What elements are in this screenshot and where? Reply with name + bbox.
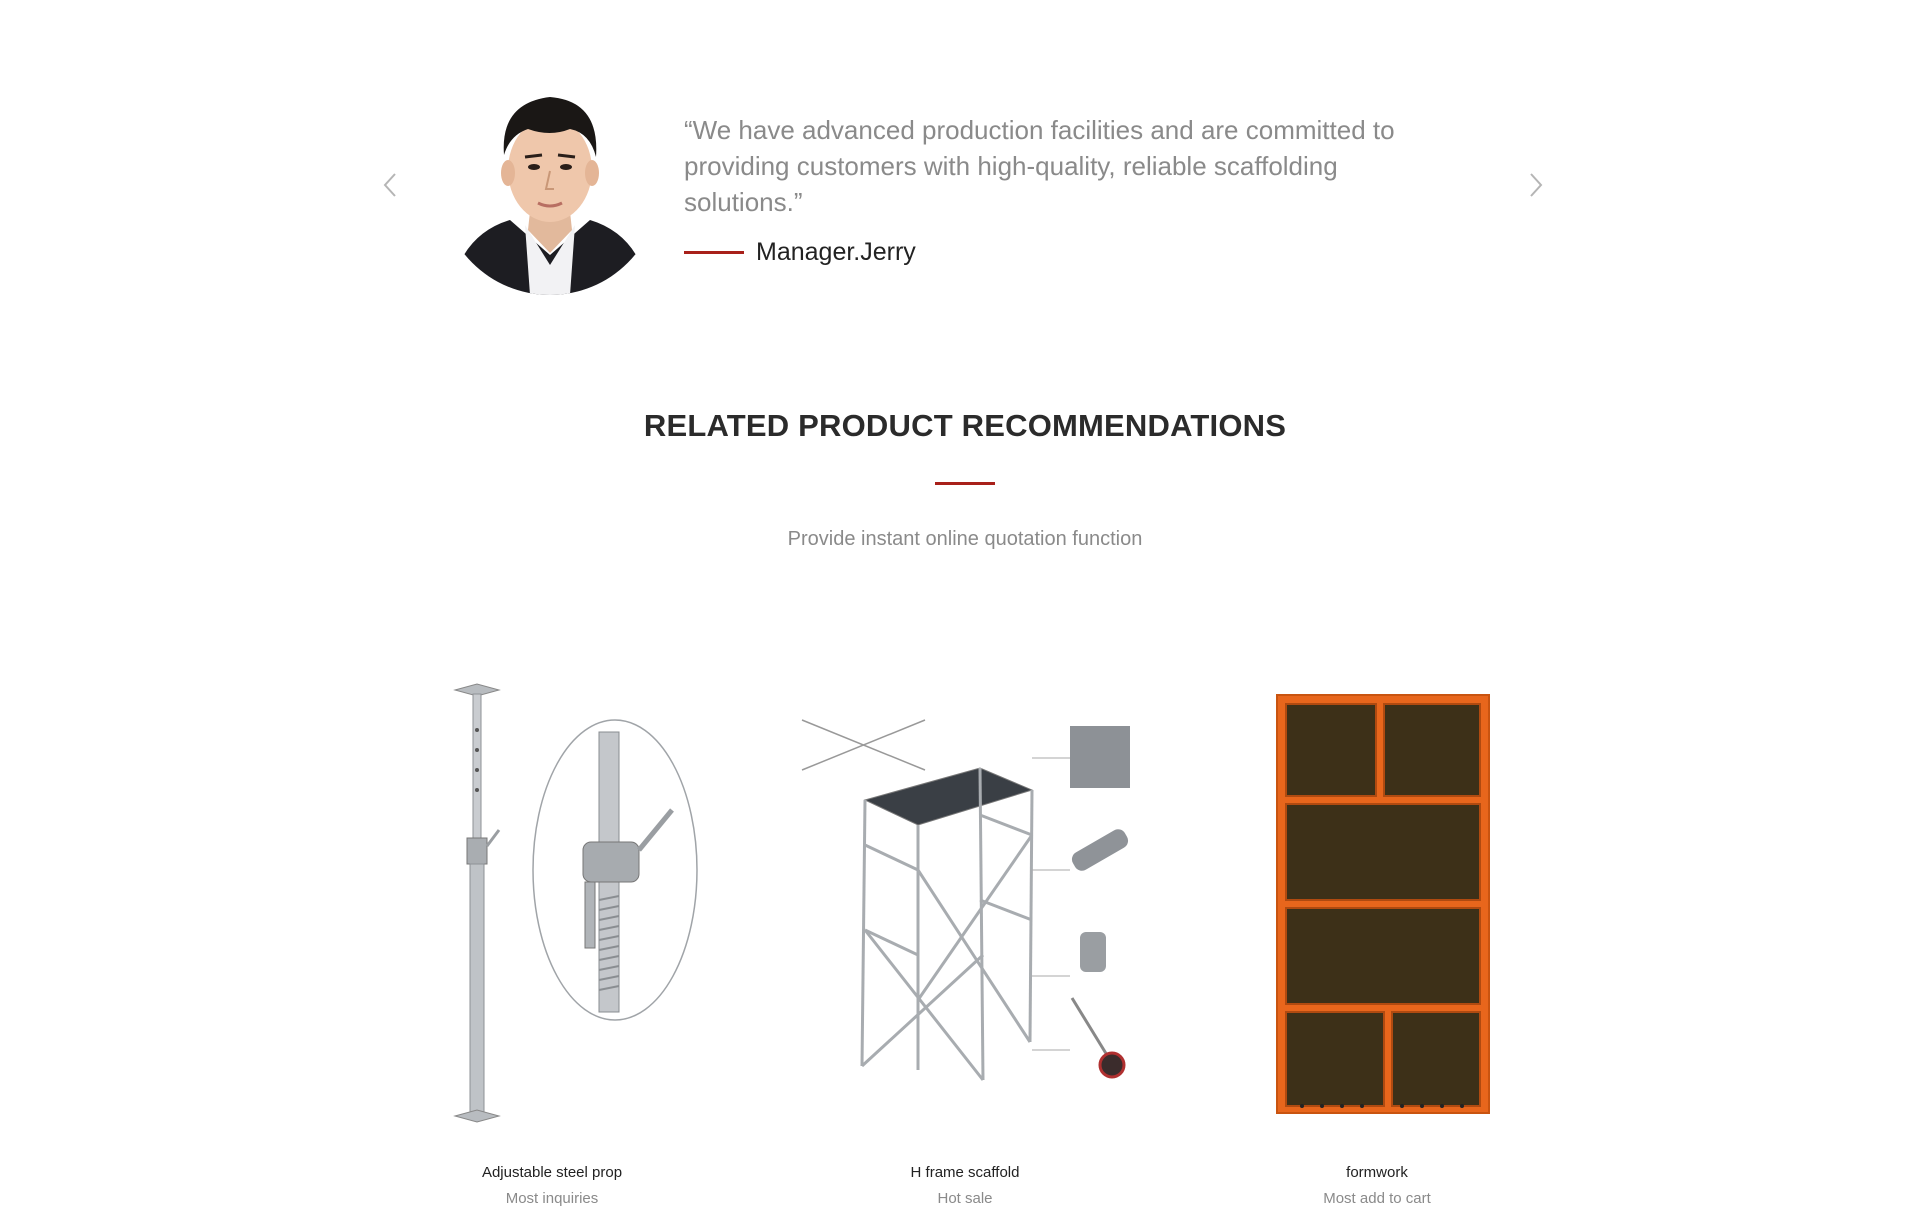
product-card-formwork[interactable] [1212,670,1542,1207]
author-accent-line [684,251,744,254]
title-accent-line [935,482,995,485]
product-name: H frame scaffold [910,1164,1020,1181]
h-frame-scaffold-image [800,670,1130,1140]
manager-avatar [440,75,660,295]
testimonial-carousel [0,0,1920,330]
product-name: formwork [1346,1164,1408,1181]
carousel-prev-button[interactable] [370,165,410,205]
product-card-h-frame[interactable] [800,670,1130,1207]
product-grid [0,670,1920,1211]
product-name: Adjustable steel prop [481,1164,623,1181]
section-title: RELATED PRODUCT RECOMMENDATIONS [643,408,1287,443]
testimonial-quote: “We have advanced production facilities and are committed to providing customers with high-quality, reliable scaffolding solutions.” [684,115,1395,217]
product-tag: Most add to cart [1323,1190,1431,1207]
product-tag: Hot sale [937,1190,993,1207]
product-tag: Most inquiries [505,1190,599,1207]
chevron-left-icon [381,170,399,200]
testimonial-author [684,234,916,270]
steel-prop-image [387,670,717,1140]
section-subtitle: Provide instant online quotation function [787,528,1143,550]
chevron-right-icon [1527,170,1545,200]
author-name: Manager.Jerry [756,237,916,266]
formwork-image [1212,670,1542,1140]
product-card-steel-prop[interactable] [387,670,717,1207]
carousel-next-button[interactable] [1516,165,1556,205]
